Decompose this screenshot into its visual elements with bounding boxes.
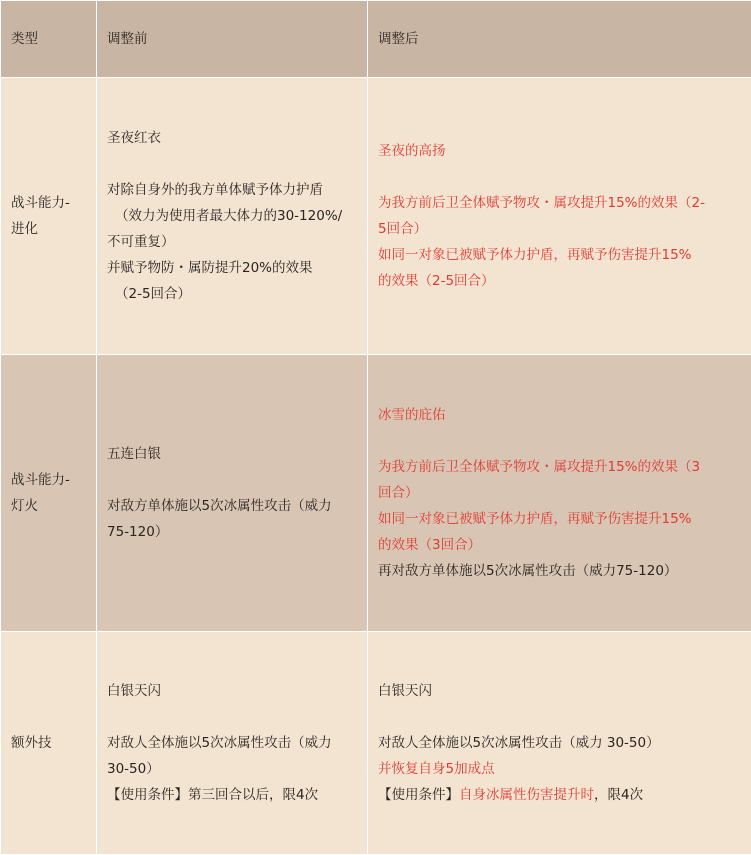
header-type: 类型 (1, 1, 97, 78)
table-header-row (1, 1, 751, 78)
use-condition: 【使用条件】自身冰属性伤害提升时，限4次 (378, 787, 644, 803)
skill-title: 白银天闪 (378, 683, 432, 699)
type-cell: 战斗能力- 进化 (1, 78, 97, 355)
before-cell: 五连白银 对敌方单体施以5次冰属性攻击（威力 75-120） (97, 355, 368, 632)
type-cell: 额外技 (1, 632, 97, 855)
after-cell: 白银天闪 对敌人全体施以5次冰属性攻击（威力 30-50） 并恢复自身5加成点 【使用条件】自身冰属性伤害提升时，限4次 (368, 632, 751, 855)
skill-title: 五连白银 (107, 446, 161, 462)
after-cell: 圣夜的高扬 为我方前后卫全体赋予物攻・属攻提升15%的效果（2- 5回合） 如同一对象已被赋予体力护盾，再赋予伤害提升15% 的效果（2-5回合） (368, 78, 751, 355)
table-row (1, 78, 751, 355)
header-before: 调整前 (97, 1, 368, 78)
table-row (1, 632, 751, 855)
skill-title: 白银天闪 (107, 683, 161, 699)
type-cell: 战斗能力- 灯火 (1, 355, 97, 632)
use-condition: 【使用条件】第三回合以后，限4次 (107, 787, 319, 803)
table-row (1, 355, 751, 632)
skill-title: 圣夜红衣 (107, 130, 161, 146)
after-cell: 冰雪的庇佑 为我方前后卫全体赋予物攻・属攻提升15%的效果（3 回合） 如同一对象已被赋予体力护盾，再赋予伤害提升15% 的效果（3回合） 再对敌方单体施以5次冰属性攻击（威力75-120） (368, 355, 751, 632)
before-cell: 圣夜红衣 对除自身外的我方单体赋予体力护盾 （效力为使用者最大体力的30-120%/ 不可重复） 并赋予物防・属防提升20%的效果 （2-5回合） (97, 78, 368, 355)
header-after: 调整后 (368, 1, 751, 78)
skill-title: 圣夜的高扬 (378, 143, 446, 159)
before-cell: 白银天闪 对敌人全体施以5次冰属性攻击（威力 30-50） 【使用条件】第三回合以后，限4次 (97, 632, 368, 855)
skill-title: 冰雪的庇佑 (378, 407, 446, 423)
